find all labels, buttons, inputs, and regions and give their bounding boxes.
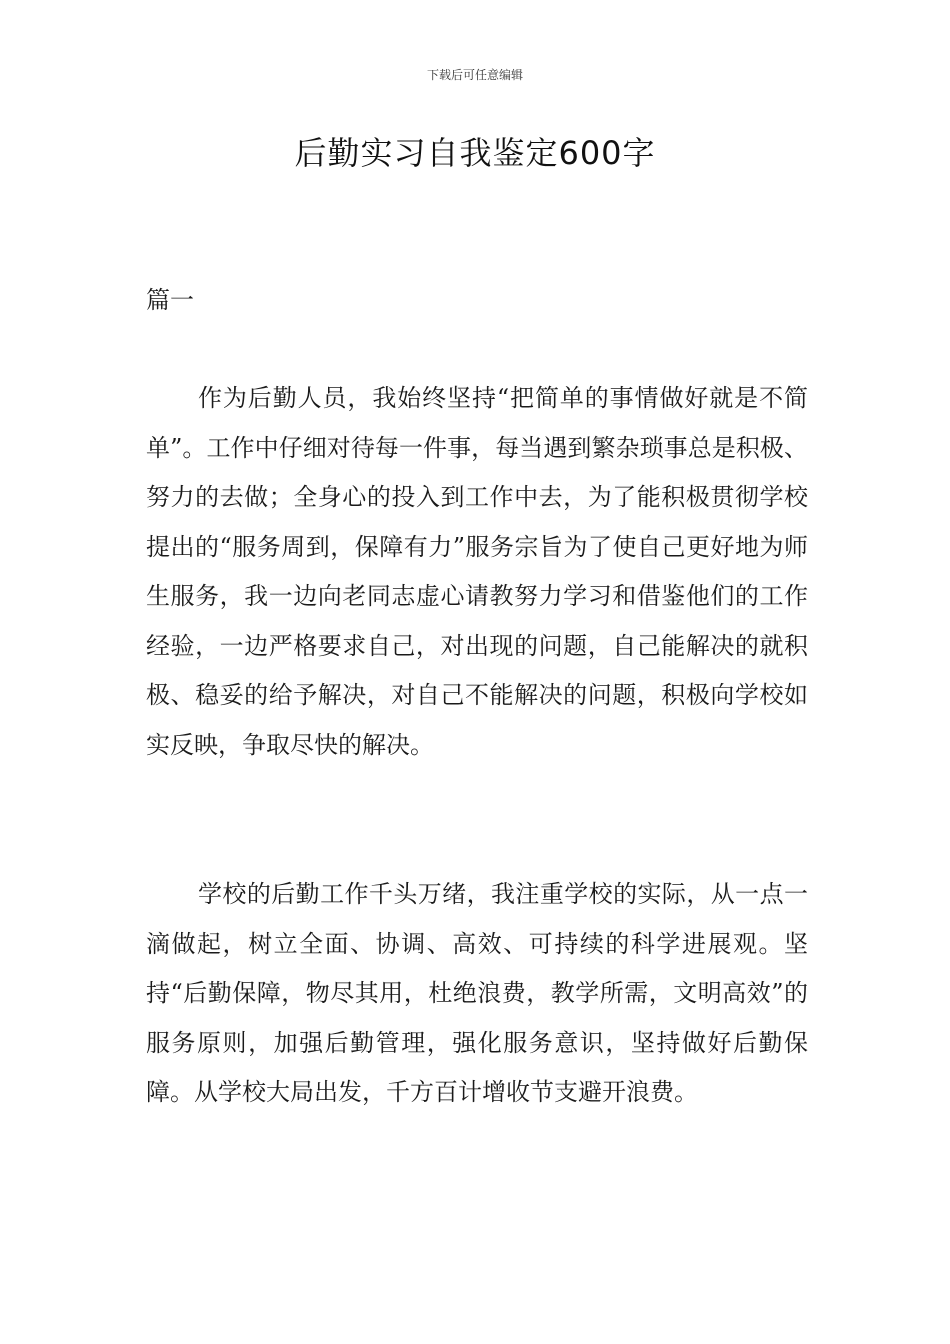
body-paragraph: 学校的后勤工作千头万绪，我注重学校的实际，从一点一滴做起，树立全面、协调、高效、可持续的科学进展观。坚持“后勤保障，物尽其用，杜绝浪费，教学所需，文明高效”的服务原则，加强后勤管理，强化服务意识，坚持做好后勤保障。从学校大局出发，千方百计增收节支避开浪费。 [146, 880, 808, 1106]
body-paragraph: 作为后勤人员，我始终坚持“把简单的事情做好就是不简单”。工作中仔细对待每一件事，每当遇到繁杂琐事总是积极、努力的去做；全身心的投入到工作中去，为了能积极贯彻学校提出的“服务周到，保障有力”服务宗旨为了使自己更好地为师生服务，我一边向老同志虚心请教努力学习和借鉴他们的工作经验，一边严格要求自己，对出现的问题，自己能解决的就积极、稳妥的给予解决，对自己不能解决的问题，积极向学校如实反映，争取尽快的解决。 [146, 384, 808, 759]
section-label: 篇一 [146, 286, 194, 314]
document-title: 后勤实习自我鉴定600字 [294, 134, 656, 172]
header-note: 下载后可任意编辑 [426, 68, 523, 82]
